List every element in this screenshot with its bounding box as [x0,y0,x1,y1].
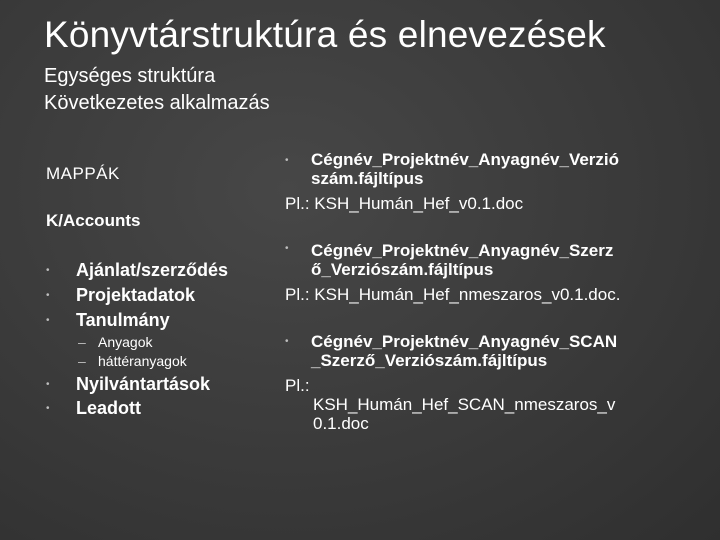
bullet-icon: • [285,336,289,347]
naming-example: KSH_Humán_Hef_SCAN_nmeszaros_v [313,395,616,414]
folder-path: K/Accounts [46,211,141,230]
bullet-icon: • [46,379,50,390]
sub-list-item-label: Anyagok [98,334,153,350]
subtitle-line-1: Egységes struktúra [44,65,216,87]
sub-list-item-label: háttéranyagok [98,353,187,369]
bullet-icon: • [285,155,289,166]
naming-example: Pl.: KSH_Humán_Hef_v0.1.doc [285,194,524,213]
naming-example: Pl.: KSH_Humán_Hef_nmeszaros_v0.1.doc. [285,285,621,304]
naming-example: 0.1.doc [313,414,369,433]
list-item-label: Projektadatok [76,285,196,305]
list-item-label: Nyilvántartások [76,374,211,394]
naming-pattern-line: Cégnév_Projektnév_Anyagnév_SCAN [311,332,618,351]
list-item-label: Leadott [76,398,141,418]
list-item-label: Tanulmány [76,310,170,330]
bullet-icon: • [46,290,50,301]
subtitle-line-2: Következetes alkalmazás [44,92,270,114]
naming-example: Pl.: [285,376,310,395]
naming-pattern-line: ő_Verziószám.fájltípus [311,260,494,279]
naming-pattern-line: szám.fájltípus [311,169,424,188]
list-item-label: Ajánlat/szerződés [76,260,229,280]
naming-pattern-line: Cégnév_Projektnév_Anyagnév_Verzió [311,150,620,169]
bullet-icon: • [46,403,50,414]
slide-title: Könyvtárstruktúra és elnevezések [44,14,606,55]
bullet-icon: • [46,265,50,276]
bullet-icon: • [285,243,289,254]
folders-heading: MAPPÁK [46,164,120,183]
naming-pattern-line: _Szerző_Verziószám.fájltípus [311,351,548,370]
dash-icon: – [78,334,86,350]
dash-icon: – [78,353,86,369]
bullet-icon: • [46,315,50,326]
naming-pattern-line: Cégnév_Projektnév_Anyagnév_Szerz [311,241,614,260]
